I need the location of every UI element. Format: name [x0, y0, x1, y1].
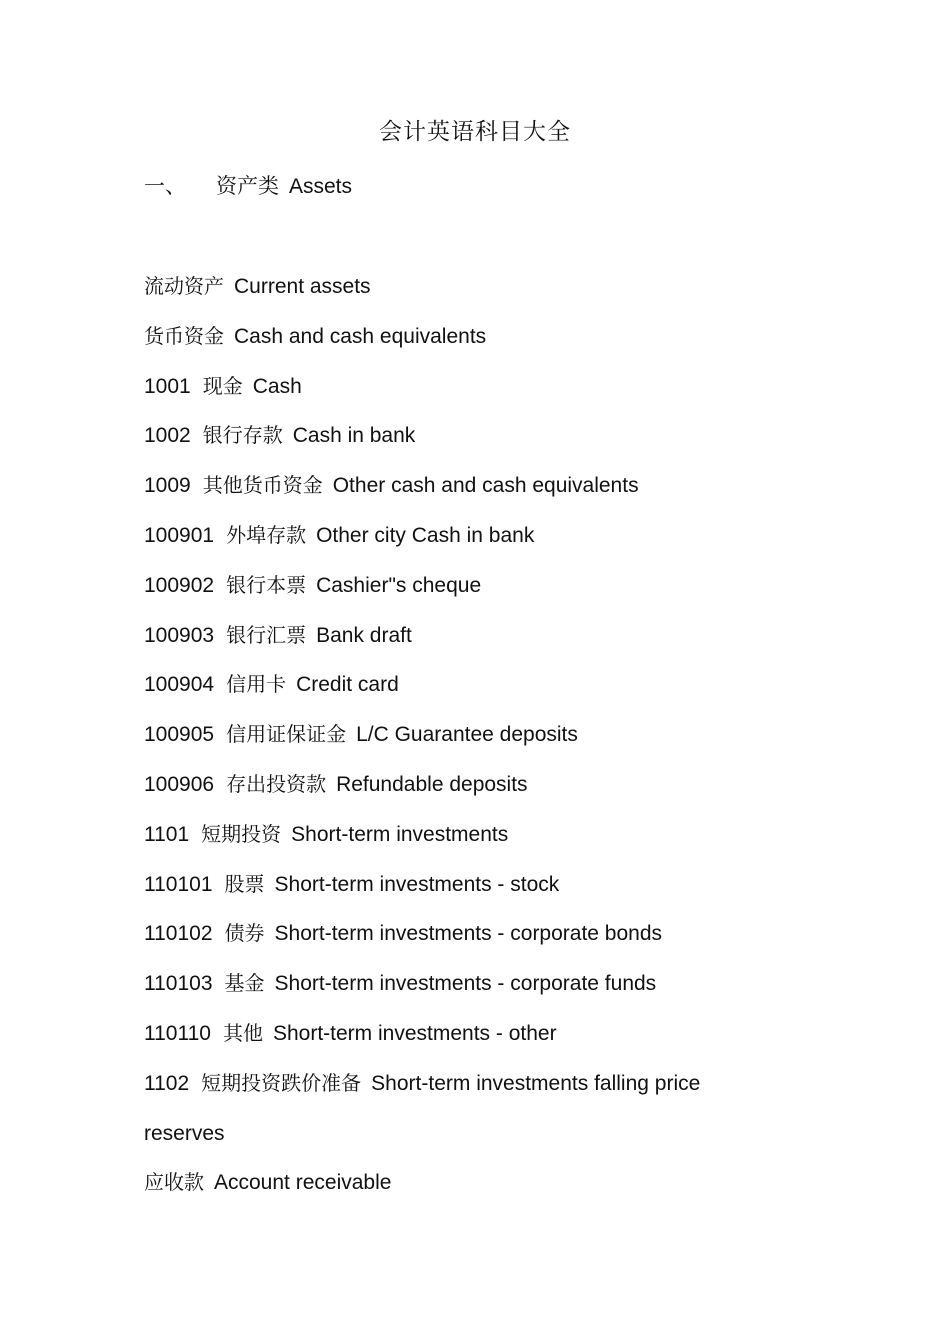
account-code: 1001: [144, 374, 191, 398]
account-name-cn: 现金: [202, 373, 243, 398]
account-code: 1002: [144, 424, 191, 448]
account-code: 110101: [144, 872, 213, 896]
account-entry: [144, 621, 844, 671]
account-entry: [144, 421, 844, 471]
account-code: 110103: [144, 972, 213, 996]
section-heading: [144, 172, 352, 201]
account-entry: [144, 372, 844, 422]
account-name-en: Cashier"s cheque: [316, 573, 482, 597]
account-name-en: Cash in bank: [292, 424, 416, 448]
section-number: 一、: [144, 174, 186, 198]
account-code: 100902: [144, 573, 215, 597]
account-name-cn: 外埠存款: [226, 522, 307, 547]
account-entry: [144, 770, 844, 820]
account-code: 110102: [144, 922, 213, 946]
account-name-cn: 短期投资: [201, 821, 282, 846]
account-name-en: L/C Guarantee deposits: [356, 723, 578, 747]
account-name-cn: 应收款: [144, 1170, 204, 1195]
account-entry: [144, 521, 844, 571]
account-name-cn: 债券: [224, 921, 265, 946]
account-name-en: Cash: [252, 374, 302, 398]
account-entry: [144, 919, 844, 969]
account-entry: [144, 272, 844, 322]
account-name-en: Bank draft: [316, 623, 412, 647]
account-name-cn: 银行汇票: [226, 622, 307, 647]
account-name-en: Cash and cash equivalents: [234, 324, 487, 348]
account-entry: [144, 870, 844, 920]
account-entry: [144, 1019, 844, 1069]
account-code: 100903: [144, 623, 215, 647]
document-title: 会计英语科目大全: [379, 119, 571, 145]
account-name-en: Short-term investments falling price: [371, 1071, 701, 1095]
account-code: 100904: [144, 673, 215, 697]
account-entry: [144, 969, 844, 1019]
account-entry-continuation: [144, 1119, 844, 1169]
account-name-cn: 货币资金: [144, 323, 224, 348]
account-name-cn: 信用卡: [226, 672, 287, 697]
account-name-cn: 其他货币资金: [202, 473, 323, 498]
account-entry: [144, 1069, 844, 1119]
account-name-en: reserves: [144, 1121, 225, 1145]
account-name-cn: 其他: [222, 1020, 263, 1045]
account-code: 100901: [144, 523, 215, 547]
account-name-en: Current assets: [234, 275, 371, 298]
account-code: 1101: [144, 822, 190, 846]
account-name-en: Refundable deposits: [336, 772, 528, 796]
account-code: 1102: [144, 1071, 190, 1095]
account-code: 1009: [144, 474, 191, 498]
account-entry: [144, 471, 844, 521]
section-title-cn: 资产类: [216, 174, 279, 198]
account-name-cn: 流动资产: [144, 274, 224, 298]
account-name-en: Short-term investments - corporate bonds: [274, 922, 663, 946]
account-name-cn: 信用证保证金: [226, 722, 347, 747]
account-code: 110110: [144, 1021, 211, 1045]
account-entry: [144, 720, 844, 770]
account-name-cn: 股票: [224, 871, 265, 896]
account-name-cn: 存出投资款: [226, 771, 327, 796]
account-entry: [144, 820, 844, 870]
account-entry: [144, 1168, 844, 1218]
account-name-en: Short-term investments - stock: [274, 872, 560, 896]
account-name-en: Short-term investments - corporate funds: [274, 972, 657, 996]
account-name-en: Other cash and cash equivalents: [332, 474, 639, 498]
account-entry: [144, 670, 844, 720]
account-name-cn: 基金: [224, 971, 265, 996]
account-name-en: Account receivable: [214, 1171, 392, 1195]
section-title-en: Assets: [289, 175, 353, 198]
account-name-en: Short-term investments: [291, 822, 509, 846]
account-name-cn: 短期投资跌价准备: [201, 1070, 362, 1095]
account-code: 100905: [144, 723, 215, 747]
account-name-en: Credit card: [296, 673, 399, 697]
account-entry: [144, 571, 844, 621]
account-name-cn: 银行存款: [202, 423, 283, 448]
account-name-cn: 银行本票: [226, 572, 307, 597]
account-name-en: Short-term investments - other: [272, 1021, 557, 1045]
account-code: 100906: [144, 772, 215, 796]
account-entry: [144, 322, 844, 372]
account-name-en: Other city Cash in bank: [316, 523, 535, 547]
account-list: [144, 272, 844, 1218]
